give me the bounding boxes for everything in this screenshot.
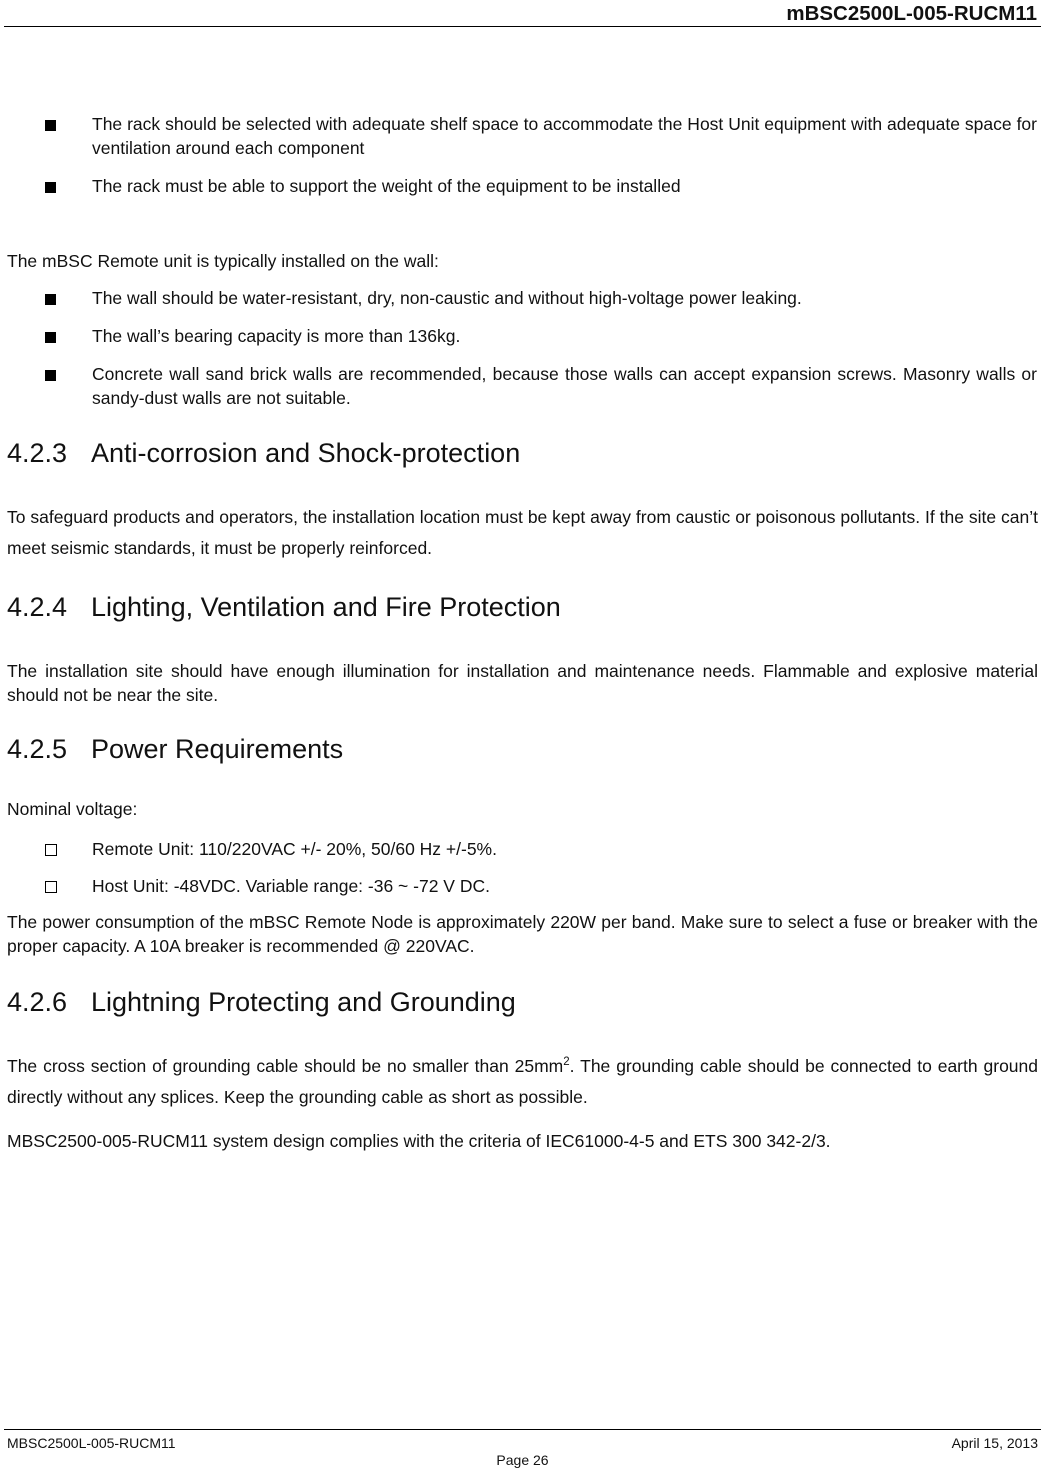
grounding-text-start: The cross section of grounding cable should be no smaller than 25mm: [7, 1056, 564, 1076]
list-item-text: The wall should be water-resistant, dry, non-caustic and without high-voltage power leaking.: [92, 288, 802, 308]
hollow-square-bullet-icon: [45, 875, 57, 899]
filled-square-bullet-icon: [45, 113, 56, 137]
footer-doc-id: MBSC2500L-005-RUCM11: [7, 1435, 176, 1451]
list-item-text: Host Unit: -48VDC. Variable range: -36 ~ -72 V DC.: [92, 876, 490, 896]
list-item-text: The rack must be able to support the weight of the equipment to be installed: [92, 176, 681, 196]
section-title: Lighting, Ventilation and Fire Protection: [91, 592, 561, 622]
superscript: 2: [563, 1056, 570, 1068]
section-body: The installation site should have enough illumination for installation and maintenance needs. Flammable and explosive material should not be near the site.: [7, 661, 1038, 705]
section-number: 4.2.5: [7, 734, 68, 764]
section-body: To safeguard products and operators, the installation location must be kept away from caustic or poisonous pollutants. If the site can’t meet seismic standards, it must be properly reinforced.: [7, 507, 1038, 558]
section-title: Lightning Protecting and Grounding: [91, 987, 516, 1017]
section-heading-4-2-3: [7, 438, 520, 469]
filled-square-bullet-icon: [45, 325, 56, 349]
section-body: The power consumption of the mBSC Remote Node is approximately 220W per band. Make sure to select a fuse or breaker with the proper capacity. A 10A breaker is recommended @ 220VAC.: [7, 912, 1038, 956]
section-title: Power Requirements: [91, 734, 344, 764]
header-divider: [4, 26, 1041, 27]
section-number: 4.2.4: [7, 592, 68, 622]
filled-square-bullet-icon: [45, 363, 56, 387]
list-item-text: Remote Unit: 110/220VAC +/- 20%, 50/60 Hz +/-5%.: [92, 839, 497, 859]
hollow-square-bullet-icon: [45, 838, 57, 862]
page-number: Page 26: [496, 1452, 549, 1468]
footer-divider: [4, 1429, 1041, 1430]
list-item-text: Concrete wall sand brick walls are recommended, because those walls can accept expansion screws. Masonry walls or sandy-dust walls are not suitable.: [92, 364, 1037, 408]
section-heading-4-2-5: [7, 734, 343, 765]
compliance-statement: MBSC2500-005-RUCM11 system design complies with the criteria of IEC61000-4-5 and ETS 300 342-2/3.: [7, 1131, 831, 1151]
list-item-text: The rack should be selected with adequate shelf space to accommodate the Host Unit equipment with adequate space for ventilation around each component: [92, 114, 1037, 158]
nominal-voltage-label: Nominal voltage:: [7, 799, 138, 819]
section-number: 4.2.3: [7, 438, 68, 468]
section-heading-4-2-4: [7, 592, 561, 623]
section-body: [7, 1051, 1038, 1113]
section-heading-4-2-6: [7, 987, 516, 1018]
document-header-title: mBSC2500L-005-RUCM11: [786, 2, 1037, 25]
section-title: Anti-corrosion and Shock-protection: [91, 438, 521, 468]
section-number: 4.2.6: [7, 987, 68, 1017]
grounding-text-end: . The grounding cable should be connected to earth ground directly without any splices. Keep the grounding cable as short as possible.: [7, 1056, 1038, 1107]
list-item-text: The wall’s bearing capacity is more than 136kg.: [92, 326, 461, 346]
filled-square-bullet-icon: [45, 287, 56, 311]
filled-square-bullet-icon: [45, 175, 56, 199]
footer-date: April 15, 2013: [951, 1435, 1038, 1451]
wall-intro-paragraph: The mBSC Remote unit is typically installed on the wall:: [7, 251, 439, 271]
